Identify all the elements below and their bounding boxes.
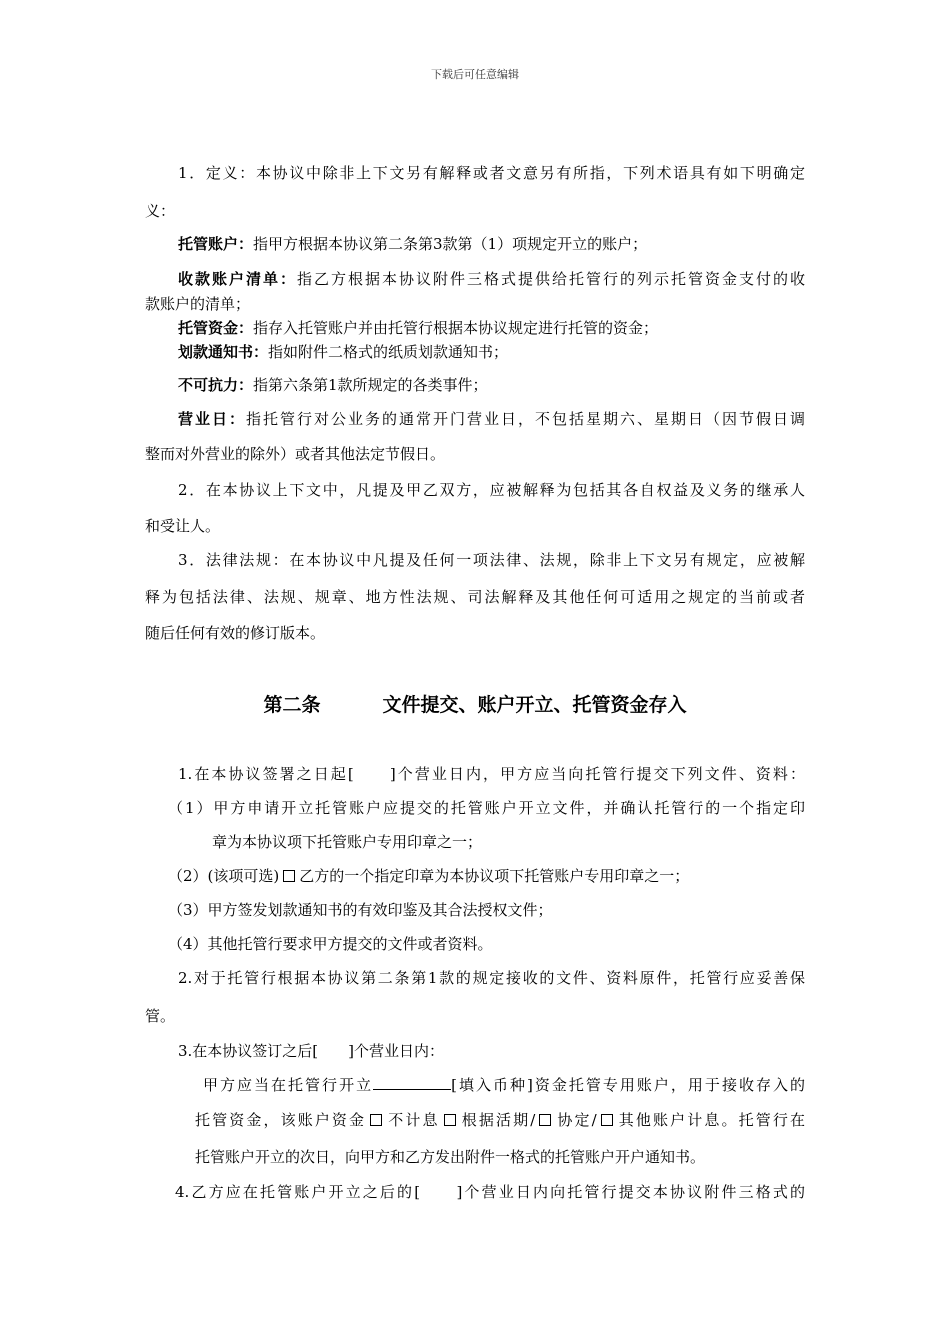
section-1-item-1-line-2: 章为本协议项下托管账户专用印章之一； (212, 833, 483, 851)
term-label: 收款账户清单： (178, 270, 297, 288)
term-definition: 指甲方根据本协议第二条第3款第（1）项规定开立的账户； (253, 235, 648, 253)
checkbox-agreed-rate[interactable] (539, 1114, 551, 1126)
para-3-line-1: 3．法律法规：在本协议中凡提及任何一项法律、法规，除非上下文另有规定，应被解 (178, 551, 805, 569)
section-1-item-3: （3）甲方签发划款通知书的有效印鉴及其合法授权文件； (168, 901, 553, 919)
term-definition: 指如附件二格式的纸质划款通知书； (268, 343, 509, 361)
section-2-line-1: 2.对于托管行根据本协议第二条第1款的规定接收的文件、资料原件，托管行应妥善保 (178, 969, 805, 987)
para-3-line-3: 随后任何有效的修订版本。 (145, 624, 326, 642)
s3-opt-other: 其他账户计息。托管行在 (616, 1111, 805, 1129)
term-label: 托管账户： (178, 235, 254, 253)
article-title: 文件提交、账户开立、托管资金存入 (382, 694, 687, 716)
section-3-line-2 (195, 1110, 805, 1130)
para-2-line-2: 和受让人。 (145, 517, 221, 535)
term-label: 托管资金： (178, 319, 254, 337)
section-4: 4.乙方应在托管账户开立之后的[ ]个营业日内向托管行提交本协议附件三格式的 (175, 1183, 805, 1201)
s3-opt-no-interest: 不计息 (386, 1111, 440, 1129)
item-2-prefix: （2）(该项可选) (168, 867, 280, 885)
section-3: 3.在本协议签订之后[ ]个营业日内： (178, 1042, 445, 1060)
s3-opt-demand: 根据活期/ (459, 1111, 536, 1129)
term-row-2-cont: 款账户的清单； (145, 295, 251, 313)
item-2-text: 乙方的一个指定印章为本协议项下托管账户专用印章之一； (299, 867, 690, 885)
term-row-5 (178, 375, 488, 395)
term-definition: 指存入托管账户并由托管行根据本协议规定进行托管的资金； (253, 319, 659, 337)
article-number: 第二条 (263, 694, 321, 716)
article-heading (0, 690, 950, 717)
checkbox-other-rate[interactable] (601, 1114, 613, 1126)
page-header: 下载后可任意编辑 (431, 68, 519, 81)
s3-text-c: 托管资金，该账户资金 (195, 1111, 367, 1129)
section-1-item-2 (168, 866, 689, 886)
checkbox-demand-rate[interactable] (444, 1114, 456, 1126)
term-row-1 (178, 234, 647, 254)
s3-opt-agreed: 协定/ (555, 1111, 597, 1129)
term-row-6 (178, 409, 805, 429)
para-1-line-2: 义： (145, 202, 176, 220)
section-3-line-1 (203, 1075, 805, 1095)
para-3-line-2: 释为包括法律、法规、规章、地方性法规、司法解释及其他任何可适用之规定的当前或者 (145, 588, 805, 606)
term-row-2 (178, 269, 805, 289)
term-definition: 指乙方根据本协议附件三格式提供给托管行的列示托管资金支付的收 (297, 270, 805, 288)
term-label: 不可抗力： (178, 376, 254, 394)
term-row-6-cont: 整而对外营业的除外）或者其他法定节假日。 (145, 445, 446, 463)
term-label: 营业日： (178, 410, 246, 428)
section-1-item-1-line-1: （1）甲方申请开立托管账户应提交的托管账户开立文件，并确认托管行的一个指定印 (168, 799, 805, 817)
section-1: 1.在本协议签署之日起[ ]个营业日内，甲方应当向托管行提交下列文件、资料： (178, 765, 805, 783)
term-row-3 (178, 318, 658, 338)
section-1-item-4: （4）其他托管行要求甲方提交的文件或者资料。 (168, 935, 493, 953)
currency-blank[interactable] (373, 1075, 451, 1090)
term-row-4 (178, 342, 508, 362)
term-label: 划款通知书： (178, 343, 269, 361)
term-definition: 指第六条第1款所规定的各类事件； (253, 376, 488, 394)
s3-text-a: 甲方应当在托管行开立 (203, 1076, 374, 1094)
section-2-line-2: 管。 (145, 1007, 176, 1025)
term-definition: 指托管行对公业务的通常开门营业日，不包括星期六、星期日（因节假日调 (246, 410, 805, 428)
para-1-line-1: 1．定义：本协议中除非上下文另有解释或者文意另有所指，下列术语具有如下明确定 (178, 164, 805, 182)
section-3-line-3: 托管账户开立的次日，向甲方和乙方发出附件一格式的托管账户开户通知书。 (195, 1148, 706, 1166)
para-2-line-1: 2．在本协议上下文中，凡提及甲乙双方，应被解释为包括其各自权益及义务的继承人 (178, 481, 805, 499)
s3-text-b: [填入币种]资金托管专用账户，用于接收存入的 (451, 1076, 805, 1094)
checkbox-optional[interactable] (283, 870, 295, 882)
checkbox-no-interest[interactable] (370, 1114, 382, 1126)
